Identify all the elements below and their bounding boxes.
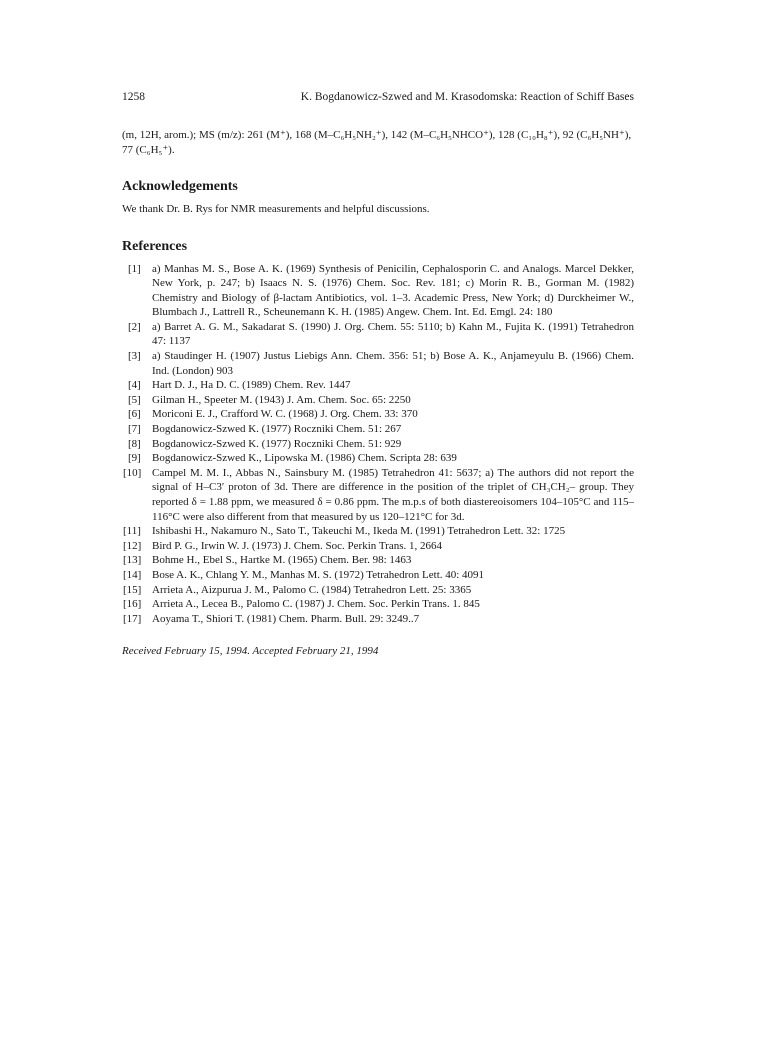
reference-text: Bohme H., Ebel S., Hartke M. (1965) Chem. Ber. 98: 1463 (152, 554, 412, 567)
reference-item (122, 466, 634, 524)
reference-item (122, 553, 634, 568)
reference-number: [4] (128, 379, 141, 392)
reference-text: Bird P. G., Irwin W. J. (1973) J. Chem. Soc. Perkin Trans. 1, 2664 (152, 539, 442, 552)
reference-item (122, 524, 634, 539)
reference-text: Arrieta A., Aizpurua J. M., Palomo C. (1984) Tetrahedron Lett. 25: 3365 (152, 583, 472, 596)
reference-item (122, 422, 634, 437)
reference-number: [8] (128, 437, 141, 450)
reference-item (122, 349, 634, 378)
acknowledgements-text: We thank Dr. B. Rys for NMR measurements and helpful discussions. (122, 203, 430, 215)
reference-number: [7] (128, 423, 141, 436)
reference-number: [10] (123, 466, 142, 479)
received-dates: Received February 15, 1994. Accepted February 21, 1994 (122, 645, 379, 658)
reference-number: [17] (123, 612, 142, 625)
reference-number: [2] (128, 320, 141, 333)
reference-number: [13] (123, 554, 142, 567)
main-content (122, 128, 634, 670)
reference-text: Hart D. J., Ha D. C. (1989) Chem. Rev. 1447 (152, 379, 351, 392)
reference-text: a) Barret A. G. M., Sakadarat S. (1990) J. Org. Chem. 55: 5110; b) Kahn M., Fujita K. (1991) Tetrahedron 47: 1137 (152, 320, 634, 348)
reference-item (122, 597, 634, 612)
reference-text: Aoyama T., Shiori T. (1981) Chem. Pharm. Bull. 29: 3249..7 (152, 612, 420, 625)
reference-text: a) Staudinger H. (1907) Justus Liebigs Ann. Chem. 356: 51; b) Bose A. K., Anjameyulu B. (1966) Chem. Ind. (London) 903 (152, 350, 634, 377)
acknowledgements-heading: Acknowledgements (122, 179, 238, 194)
reference-item (122, 451, 634, 466)
reference-item (122, 612, 634, 627)
reference-item (122, 568, 634, 583)
running-head: K. Bogdanowicz-Szwed and M. Krasodomska: Reaction of Schiff Bases (300, 91, 634, 103)
reference-number: [11] (123, 525, 141, 538)
reference-number: [15] (123, 583, 142, 596)
reference-number: [1] (128, 262, 141, 275)
reference-number: [14] (123, 568, 142, 581)
reference-item (122, 437, 634, 452)
references-heading: References (122, 238, 188, 254)
reference-text: Bose A. K., Chlang Y. M., Manhas M. S. (1972) Tetrahedron Lett. 40: 4091 (152, 568, 485, 581)
reference-text: Arrieta A., Lecea B., Palomo C. (1987) J. Chem. Soc. Perkin Trans. 1. 845 (152, 598, 480, 611)
ms-data-line: (m, 12H, arom.); MS (m/z): 261 (M⁺), 168 (M–C₆H₅NH₂⁺), 142 (M–C₆H₅NHCO⁺), 128 (C₁₀H₈⁺), 92 (C₆H₅NH⁺), 77 (C₆H₅⁺). (122, 129, 632, 156)
reference-item (122, 320, 634, 349)
reference-item (122, 378, 634, 393)
reference-number: [5] (128, 393, 141, 406)
reference-text: Ishibashi H., Nakamuro N., Sato T., Takeuchi M., Ikeda M. (1991) Tetrahedron Lett. 32: 1725 (152, 525, 566, 538)
reference-text: Bogdanowicz-Szwed K. (1977) Roczniki Chem. 51: 929 (152, 437, 402, 450)
reference-text: Campel M. M. I., Abbas N., Sainsbury M. (1985) Tetrahedron 41: 5637; a) The authors did not report the signal of H–C3′ proton of 3d. There are difference in the position of the triplet of CH₃CH₂– group. They reported δ = 1.88 ppm, we measured δ = 0.86 ppm. The m.p.s of both diastereoisomers 104–105°C and 115–116°C were also different from that measured by us 120–121°C for 3d. (152, 466, 634, 523)
page-number: 1258 (122, 91, 145, 103)
reference-list (122, 262, 634, 627)
reference-text: a) Manhas M. S., Bose A. K. (1969) Synthesis of Penicilin, Cephalosporin C. and Analogs. Marcel Dekker, New York, p. 247; b) Isaacs N. S. (1976) Chem. Soc. Rev. 181; c) Morin R. B., Gorman M. (1982) Chemistry and Biology of β-lactam Antibiotics, vol. 1–3. Academic Press, New York; d) Durckheimer W., Blumbach J., Lattrell R., Scheunemann K. H. (1985) Angew. Chem. Int. Ed. Emgl. 24: 180 (152, 262, 634, 319)
reference-number: [6] (128, 408, 141, 421)
reference-number: [12] (123, 539, 142, 552)
reference-item (122, 262, 634, 320)
reference-number: [9] (128, 452, 141, 465)
reference-item (122, 407, 634, 422)
reference-item (122, 539, 634, 554)
reference-text: Gilman H., Speeter M. (1943) J. Am. Chem. Soc. 65: 2250 (152, 393, 411, 406)
reference-text: Bogdanowicz-Szwed K., Lipowska M. (1986) Chem. Scripta 28: 639 (152, 452, 457, 465)
reference-text: Moriconi E. J., Crafford W. C. (1968) J. Org. Chem. 33: 370 (152, 408, 418, 421)
reference-item (122, 393, 634, 408)
reference-number: [3] (128, 350, 141, 363)
reference-text: Bogdanowicz-Szwed K. (1977) Roczniki Chem. 51: 267 (152, 423, 402, 436)
reference-item (122, 583, 634, 598)
reference-number: [16] (123, 598, 142, 611)
